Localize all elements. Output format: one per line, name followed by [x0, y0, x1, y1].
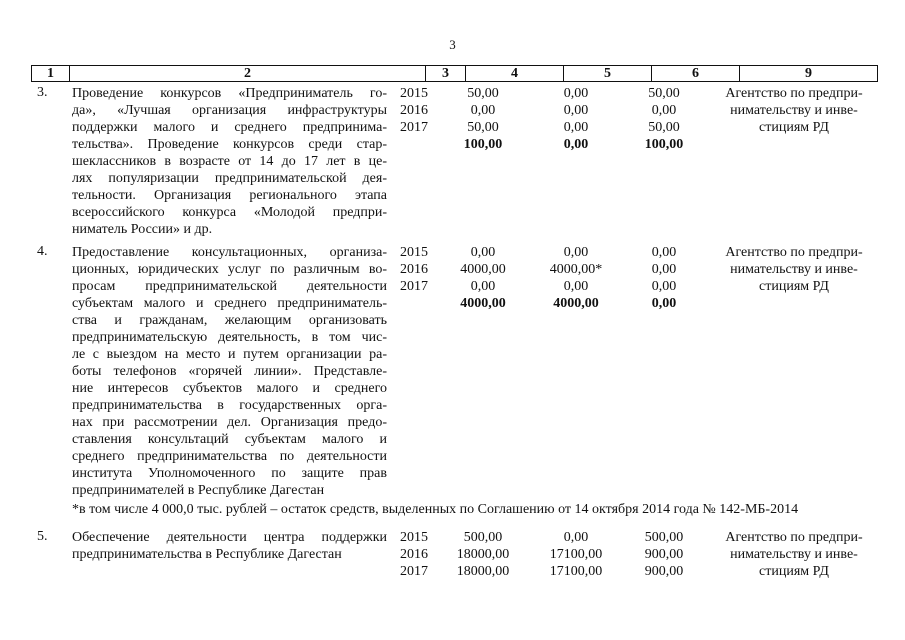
value-cell: 18000,00 — [456, 564, 510, 579]
total-cell: 100,00 — [463, 137, 503, 152]
desc-line: лях популяризации предпринимательской дея- — [72, 171, 387, 186]
col6 — [620, 85, 708, 153]
desc-line: ние интересов субъектов малого и среднего — [72, 381, 387, 396]
desc-line: ства и гражданам, желающим организовать — [72, 313, 387, 328]
desc-line: ставления консультаций субъектам малого и — [72, 432, 387, 447]
desc-line: просам предпринимательской деятельности — [72, 279, 387, 294]
header-col-3: 3 — [426, 66, 466, 81]
agency-line: нимательству и инве- — [730, 103, 858, 118]
value-cell: 50,00 — [648, 120, 680, 135]
table-header — [31, 65, 878, 82]
desc-line: нах при рассмотрении дел. Организация предо- — [72, 415, 387, 430]
value-cell: 0,00 — [470, 103, 496, 118]
total-cell: 0,00 — [651, 296, 677, 311]
header-col-6: 6 — [652, 66, 740, 81]
header-col-1: 1 — [32, 66, 70, 81]
value-cell: 500,00 — [644, 530, 684, 545]
year-cell: 2015 — [400, 86, 428, 101]
row-description — [72, 244, 387, 499]
col4 — [434, 529, 532, 580]
desc-line: субъектам малого и среднего предприниматель- — [72, 296, 387, 311]
value-cell: 0,00 — [470, 245, 496, 260]
value-cell: 0,00 — [651, 103, 677, 118]
desc-line: Обеспечение деятельности центра поддержки — [72, 530, 387, 545]
desc-line: тельства». Проведение конкурсов среди стар- — [72, 137, 387, 152]
desc-line: да», «Лучшая организация инфраструктуры — [72, 103, 387, 118]
year-cell: 2016 — [400, 262, 428, 277]
header-col-9: 9 — [805, 66, 812, 81]
desc-line: ниматель России» и др. — [72, 222, 213, 237]
agency-line: стициям РД — [759, 279, 829, 294]
value-cell: 0,00 — [563, 120, 589, 135]
value-cell: 50,00 — [467, 86, 499, 101]
year-cell: 2015 — [400, 530, 428, 545]
value-cell: 50,00 — [467, 120, 499, 135]
year-cell: 2017 — [400, 564, 428, 579]
header-col-2: 2 — [70, 66, 426, 81]
header-col-4: 4 — [466, 66, 564, 81]
value-cell: 500,00 — [463, 530, 503, 545]
desc-line: боты телефонов «горячей линии». Представле- — [72, 364, 387, 379]
agency-line: Агентство по предпри- — [725, 530, 863, 545]
row-number: 3. — [37, 85, 48, 100]
value-cell: 4000,00 — [460, 262, 506, 277]
value-cell: 18000,00 — [456, 547, 510, 562]
desc-line: всероссийского конкурса «Молодой предпри- — [72, 205, 387, 220]
value-cell: 900,00 — [644, 564, 684, 579]
total-cell: 100,00 — [644, 137, 684, 152]
desc-line: предпринимательства в государственных орга- — [72, 398, 387, 413]
agency-line: Агентство по предпри- — [725, 245, 863, 260]
year-cell: 2017 — [400, 279, 428, 294]
years-column — [394, 244, 434, 295]
row-description — [72, 529, 387, 563]
value-cell: 0,00 — [563, 530, 589, 545]
desc-line: предпринимателей в Республике Дагестан — [72, 483, 325, 498]
value-cell: 17100,00 — [549, 547, 603, 562]
agency-cell — [708, 529, 880, 580]
col4 — [434, 85, 532, 153]
value-cell: 0,00 — [651, 279, 677, 294]
value-cell: 0,00 — [563, 86, 589, 101]
header-col-5: 5 — [564, 66, 652, 81]
desc-line: тельности. Организация регионального этапа — [72, 188, 387, 203]
year-cell: 2016 — [400, 547, 428, 562]
value-cell: 50,00 — [648, 86, 680, 101]
desc-line: поддержки малого и среднего предпринима- — [72, 120, 387, 135]
year-cell: 2015 — [400, 245, 428, 260]
total-cell: 0,00 — [563, 137, 589, 152]
year-cell: 2017 — [400, 120, 428, 135]
year-cell: 2016 — [400, 103, 428, 118]
value-cell: 0,00 — [563, 279, 589, 294]
value-cell: 17100,00 — [549, 564, 603, 579]
desc-line: шеклассников в возрасте от 14 до 17 лет в це- — [72, 154, 387, 169]
total-cell: 4000,00 — [460, 296, 506, 311]
value-cell: 0,00 — [470, 279, 496, 294]
agency-line: стициям РД — [759, 564, 829, 579]
row-description — [72, 85, 387, 238]
page-number: 3 — [449, 37, 456, 52]
value-cell: 0,00 — [651, 245, 677, 260]
row-number: 4. — [37, 244, 48, 259]
desc-line: среднего предпринимательства по деятельности — [72, 449, 387, 464]
desc-line: предпринимательскую деятельность, в том чис- — [72, 330, 387, 345]
total-cell: 4000,00 — [553, 296, 599, 311]
desc-line: института Уполномоченного по защите прав — [72, 466, 387, 481]
value-cell: 4000,00* — [549, 262, 603, 277]
value-cell: 900,00 — [644, 547, 684, 562]
agency-cell — [708, 85, 880, 136]
value-cell: 0,00 — [651, 262, 677, 277]
agency-cell — [708, 244, 880, 295]
agency-line: стициям РД — [759, 120, 829, 135]
value-cell: 0,00 — [563, 103, 589, 118]
col6 — [620, 244, 708, 312]
col5 — [532, 85, 620, 153]
agency-line: нимательству и инве- — [730, 262, 858, 277]
agency-line: нимательству и инве- — [730, 547, 858, 562]
desc-line: предпринимательства в Республике Дагестан — [72, 547, 342, 562]
desc-line: ционных, юридических услуг по различным во- — [72, 262, 387, 277]
col4 — [434, 244, 532, 312]
row-number: 5. — [37, 529, 48, 544]
col5 — [532, 529, 620, 580]
desc-line: ле с выездом на место и путем организации ра- — [72, 347, 387, 362]
years-column — [394, 529, 434, 580]
col6 — [620, 529, 708, 580]
desc-line: Проведение конкурсов «Предприниматель го- — [72, 86, 387, 101]
agency-line: Агентство по предпри- — [725, 86, 863, 101]
footnote: *в том числе 4 000,0 тыс. рублей – остаток средств, выделенных по Соглашению от 14 октября 2014 года № 142-МБ-2014 — [72, 502, 799, 517]
col5 — [532, 244, 620, 312]
value-cell: 0,00 — [563, 245, 589, 260]
years-column — [394, 85, 434, 136]
desc-line: Предоставление консультационных, организа- — [72, 245, 387, 260]
